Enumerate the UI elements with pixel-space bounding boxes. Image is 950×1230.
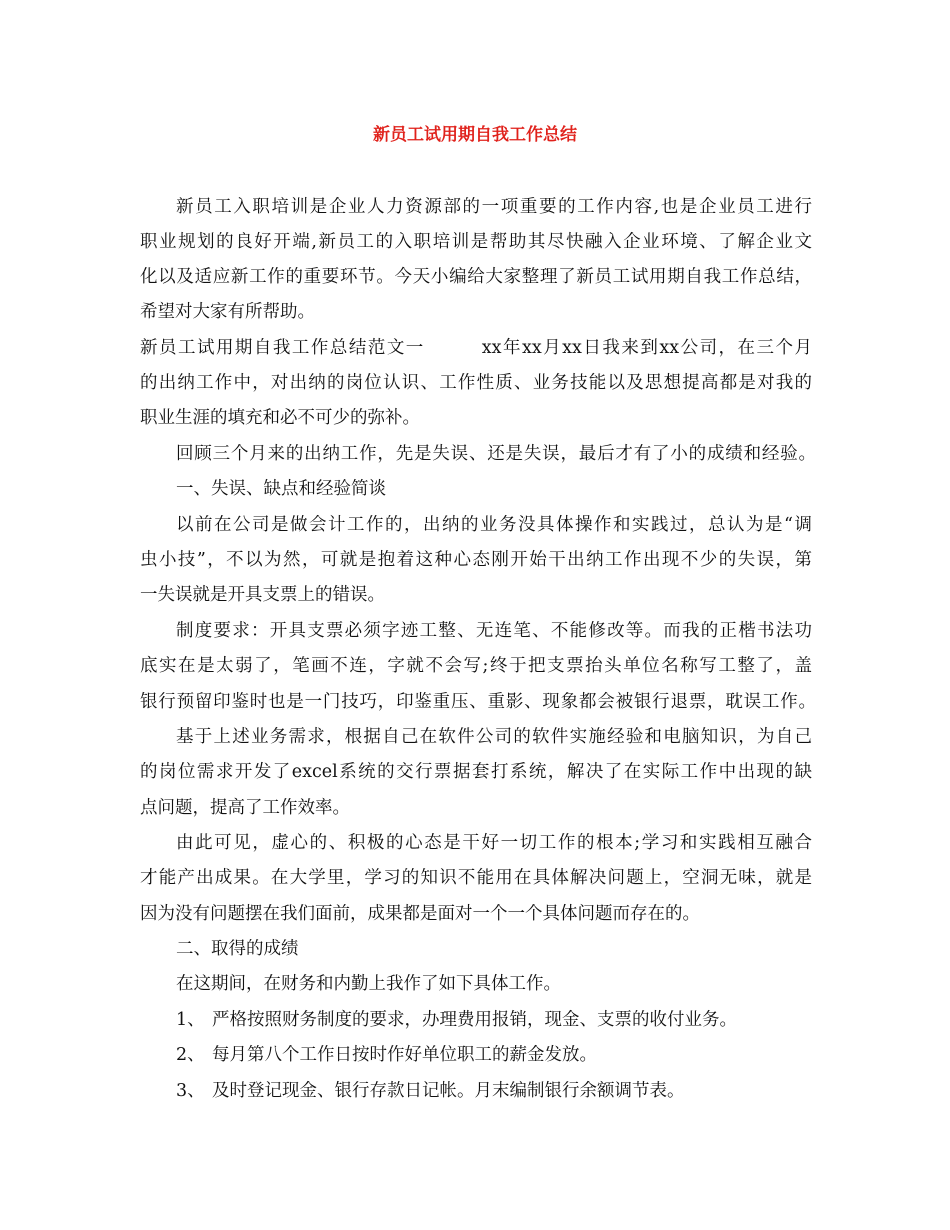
paragraph-line: 职业生涯的填充和必不可少的弥补。 [140, 408, 420, 428]
paragraph-line: 职业规划的良好开端,新员工的入职培训是帮助其尽快融入企业环境、了解企业文 [140, 232, 812, 252]
paragraph-line: 在这期间，在财务和内勤上我作了如下具体工作。 [176, 974, 561, 994]
section-heading: 一、失误、缺点和经验简谈 [176, 479, 386, 499]
list-item-number: 1、 [176, 1010, 205, 1030]
paragraph-line: 制度要求：开具支票必须字迹工整、无连笔、不能修改等。而我的正楷书法功 [176, 621, 812, 641]
paragraph-line: 才能产出成果。在大学里，学习的知识不能用在具体解决问题上，空洞无味，就是 [140, 868, 812, 888]
paragraph-line: 底实在是太弱了，笔画不连，字就不会写;终于把支票抬头单位名称写工整了，盖 [140, 656, 812, 676]
paragraph-line: 以前在公司是做会计工作的，出纳的业务没具体操作和实践过，总认为是“调 [176, 515, 812, 535]
paragraph-line: 由此可见，虚心的、积极的心态是干好一切工作的根本;学习和实践相互融合 [176, 833, 812, 853]
section-heading: 二、取得的成绩 [176, 939, 299, 959]
list-item-text: 每月第八个工作日按时作好单位职工的薪金发放。 [212, 1045, 597, 1065]
paragraph-line: 点问题，提高了工作效率。 [140, 798, 350, 818]
paragraph-line: 因为没有问题摆在我们面前，成果都是面对一个一个具体问题而存在的。 [140, 904, 700, 924]
list-item-number: 3、 [176, 1081, 205, 1101]
paragraph-line: 银行预留印鉴时也是一门技巧，印鉴重压、重影、现象都会被银行退票，耽误工作。 [140, 692, 816, 712]
paragraph-line: 虫小技”，不以为然，可就是抱着这种心态刚开始干出纳工作出现不少的失误，第 [140, 550, 812, 570]
paragraph-line: 回顾三个月来的出纳工作，先是失误、还是失误，最后才有了小的成绩和经验。 [176, 444, 816, 464]
paragraph-line: 新员工试用期自我工作总结范文一 xx年xx月xx日我来到xx公司，在三个月 [140, 338, 812, 358]
paragraph-line: 化以及适应新工作的重要环节。今天小编给大家整理了新员工试用期自我工作总结， [140, 267, 812, 287]
paragraph-line: 的出纳工作中，对出纳的岗位认识、工作性质、业务技能以及思想提高都是对我的 [140, 373, 812, 393]
document-title: 新员工试用期自我工作总结 [373, 125, 577, 145]
paragraph-line: 基于上述业务需求，根据自己在软件公司的软件实施经验和电脑知识，为自己 [176, 727, 812, 747]
list-item-text: 及时登记现金、银行存款日记帐。月末编制银行余额调节表。 [212, 1081, 685, 1101]
paragraph-line: 新员工入职培训是企业人力资源部的一项重要的工作内容,也是企业员工进行 [176, 197, 812, 217]
paragraph-line: 希望对大家有所帮助。 [140, 302, 315, 322]
paragraph-line: 一失误就是开具支票上的错误。 [140, 585, 385, 605]
list-item-number: 2、 [176, 1045, 205, 1065]
paragraph-line: 的岗位需求开发了excel系统的交行票据套打系统，解决了在实际工作中出现的缺 [140, 762, 812, 782]
list-item-text: 严格按照财务制度的要求，办理费用报销，现金、支票的收付业务。 [212, 1010, 737, 1030]
